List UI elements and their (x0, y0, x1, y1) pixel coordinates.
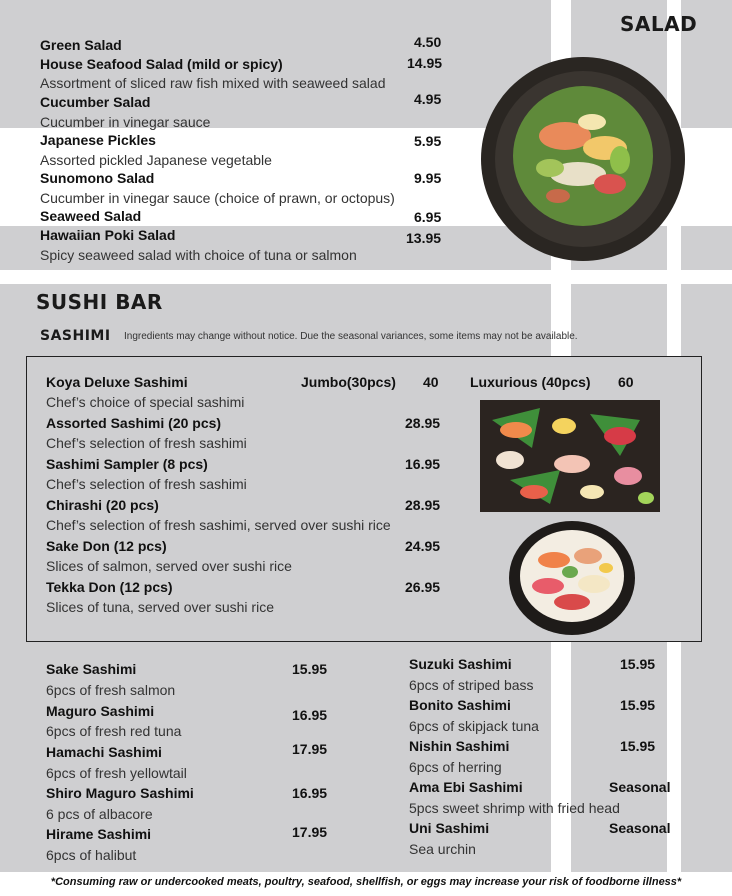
featured-item-price: 24.95 (405, 538, 441, 554)
sashimi-item-name: Nishin Sashimi (409, 738, 510, 754)
sashimi-item-price: Seasonal (609, 779, 671, 795)
featured-item-desc: Chef’s selection of fresh sashimi (46, 476, 247, 492)
featured-item-desc: Chef’s selection of fresh sashimi (46, 435, 247, 451)
salad-item-price: 5.95 (414, 133, 442, 149)
salad-item-price: 14.95 (407, 55, 443, 71)
sashimi-item-desc: 6pcs of fresh yellowtail (46, 765, 187, 781)
sashimi-item-desc: 6pcs of skipjack tuna (409, 718, 539, 734)
featured-item-desc: Slices of tuna, served over sushi rice (46, 599, 274, 615)
sashimi-item-name: Hirame Sashimi (46, 826, 152, 842)
featured-item-name: Sashimi Sampler (8 pcs) (46, 456, 208, 472)
sashimi-item-price: 17.95 (292, 741, 328, 757)
salad-item-price: 9.95 (414, 170, 442, 186)
sashimi-item-price: Seasonal (609, 820, 671, 836)
salad-item-price: 4.95 (414, 91, 442, 107)
featured-item-name: Chirashi (20 pcs) (46, 497, 159, 513)
featured-item-price: 28.95 (405, 415, 441, 431)
sashimi-item-desc: 6pcs of striped bass (409, 677, 534, 693)
sashimi-item-name: Bonito Sashimi (409, 697, 511, 713)
sashimi-item-price: 16.95 (292, 785, 328, 801)
salad-item-price: 4.50 (414, 34, 442, 50)
sashimi-item-desc: 6pcs of fresh salmon (46, 682, 176, 698)
sashimi-item-price: 15.95 (620, 656, 656, 672)
featured-item-price: 26.95 (405, 579, 441, 595)
salad-item-name: Sunomono Salad (40, 170, 155, 186)
sashimi-item-name: Sake Sashimi (46, 661, 137, 677)
sashimi-item-price: 17.95 (292, 824, 328, 840)
salad-item-desc: Assorted pickled Japanese vegetable (40, 152, 272, 168)
koya-luxurious-label: Luxurious (40pcs) (470, 374, 591, 390)
koya-deluxe-name: Koya Deluxe Sashimi (46, 374, 188, 390)
salad-bowl-photo (480, 56, 686, 262)
featured-item-price: 28.95 (405, 497, 441, 513)
sashimi-item-price: 15.95 (620, 697, 656, 713)
salad-item-name: Green Salad (40, 37, 122, 53)
sashimi-item-desc: 6pcs of herring (409, 759, 502, 775)
sashimi-item-name: Maguro Sashimi (46, 703, 155, 719)
sushi-bar-title: SUSHI BAR (36, 290, 163, 314)
sashimi-item-name: Hamachi Sashimi (46, 744, 162, 760)
salad-item-name: Japanese Pickles (40, 132, 156, 148)
koya-deluxe-desc: Chef’s choice of special sashimi (46, 394, 245, 410)
koya-luxurious-price: 60 (618, 374, 634, 390)
featured-item-name: Tekka Don (12 pcs) (46, 579, 173, 595)
salad-item-name: Hawaiian Poki Salad (40, 227, 176, 243)
koya-jumbo-price: 40 (423, 374, 439, 390)
salad-item-desc: Cucumber in vinegar sauce (choice of prawn, or octopus) (40, 190, 395, 206)
salad-item-price: 13.95 (406, 230, 442, 246)
sashimi-item-price: 15.95 (292, 661, 328, 677)
salad-title: SALAD (620, 12, 698, 36)
foodborne-illness-disclaimer: *Consuming raw or undercooked meats, poultry, seafood, shellfish, or eggs may increase your risk of foodborne illness* (50, 876, 682, 888)
salad-item-name: Cucumber Salad (40, 94, 151, 110)
sashimi-item-name: Suzuki Sashimi (409, 656, 512, 672)
sashimi-item-desc: 6 pcs of albacore (46, 806, 153, 822)
salad-item-name: House Seafood Salad (mild or spicy) (40, 56, 283, 72)
salad-item-desc: Cucumber in vinegar sauce (40, 114, 211, 130)
koya-jumbo-label: Jumbo(30pcs) (301, 374, 396, 390)
featured-item-desc: Slices of salmon, served over sushi rice (46, 558, 292, 574)
featured-item-name: Assorted Sashimi (20 pcs) (46, 415, 222, 431)
sashimi-item-price: 15.95 (620, 738, 656, 754)
featured-item-price: 16.95 (405, 456, 441, 472)
salad-item-desc: Assortment of sliced raw fish mixed with seaweed salad (40, 75, 386, 91)
sashimi-item-desc: 5pcs sweet shrimp with fried head (409, 800, 620, 816)
featured-item-name: Sake Don (12 pcs) (46, 538, 167, 554)
sashimi-don-bowl-photo (508, 520, 636, 636)
sashimi-title: SASHIMI (40, 328, 111, 344)
sashimi-note: Ingredients may change without notice. Due the seasonal variances, some items may not be available. (124, 331, 578, 342)
sashimi-item-name: Ama Ebi Sashimi (409, 779, 523, 795)
featured-item-desc: Chef’s selection of fresh sashimi, served over sushi rice (46, 517, 391, 533)
salad-item-price: 6.95 (414, 209, 442, 225)
sashimi-platter-photo (480, 400, 660, 512)
sashimi-item-price: 16.95 (292, 707, 328, 723)
sashimi-item-desc: 6pcs of fresh red tuna (46, 723, 182, 739)
sashimi-item-desc: 6pcs of halibut (46, 847, 137, 863)
salad-item-name: Seaweed Salad (40, 208, 142, 224)
sashimi-item-name: Shiro Maguro Sashimi (46, 785, 194, 801)
sashimi-item-desc: Sea urchin (409, 841, 476, 857)
salad-item-desc: Spicy seaweed salad with choice of tuna or salmon (40, 247, 357, 263)
sashimi-item-name: Uni Sashimi (409, 820, 490, 836)
